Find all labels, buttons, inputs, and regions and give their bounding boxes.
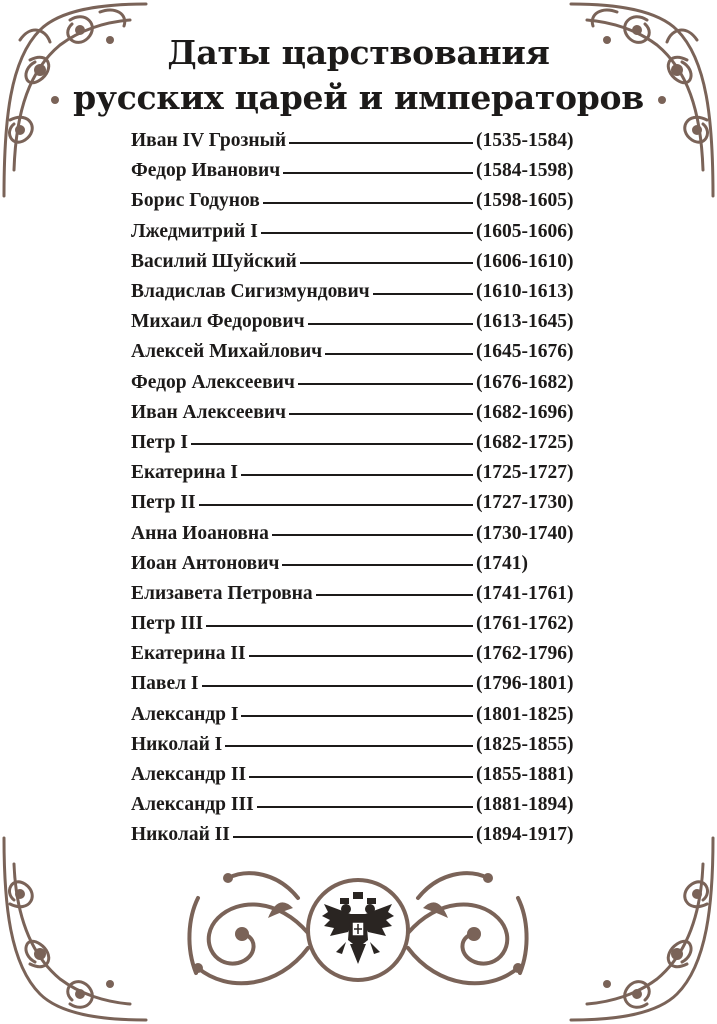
reign-years: (1825-1855): [476, 733, 574, 755]
rulers-list: [131, 126, 591, 851]
list-item: [131, 700, 591, 730]
leader-line: [289, 142, 473, 144]
ruler-name: Анна Иоановна: [131, 522, 269, 544]
list-item: [131, 820, 591, 850]
leader-line: [257, 806, 473, 808]
reign-years: (1535-1584): [476, 130, 574, 152]
list-item: [131, 458, 591, 488]
leader-line: [308, 323, 473, 325]
list-item: [131, 307, 591, 337]
leader-line: [233, 836, 473, 838]
leader-line: [249, 776, 473, 778]
leader-line: [249, 655, 473, 657]
list-item: [131, 156, 591, 186]
list-item: [131, 186, 591, 216]
ruler-name: Петр II: [131, 492, 196, 514]
bottom-right-floral-corner-icon: [567, 834, 717, 1024]
leader-line: [202, 685, 473, 687]
list-item: [131, 247, 591, 277]
ruler-name: Василий Шуйский: [131, 250, 297, 272]
ruler-name: Иоан Антонович: [131, 552, 280, 574]
list-item: [131, 579, 591, 609]
reign-years: (1762-1796): [476, 643, 574, 665]
reign-years: (1598-1605): [476, 190, 574, 212]
reign-years: (1676-1682): [476, 371, 574, 393]
page-title: [0, 30, 717, 120]
reign-years: (1610-1613): [476, 281, 574, 303]
ruler-name: Иван Алексеевич: [131, 401, 286, 423]
ruler-name: Алексей Михайлович: [131, 341, 323, 363]
list-item: [131, 549, 591, 579]
leader-line: [241, 474, 473, 476]
list-item: [131, 609, 591, 639]
list-item: [131, 337, 591, 367]
list-item: [131, 488, 591, 518]
reign-years: (1682-1725): [476, 431, 574, 453]
reign-years: (1855-1881): [476, 764, 574, 786]
ruler-name: Петр III: [131, 613, 204, 635]
reign-years: (1761-1762): [476, 613, 574, 635]
ruler-name: Николай I: [131, 733, 223, 755]
leader-line: [263, 202, 473, 204]
ruler-name: Федор Алексеевич: [131, 371, 295, 393]
leader-line: [325, 353, 473, 355]
ruler-name: Павел I: [131, 673, 199, 695]
ruler-name: Николай II: [131, 824, 230, 846]
ruler-name: Екатерина I: [131, 462, 238, 484]
leader-line: [316, 594, 473, 596]
reign-years: (1801-1825): [476, 703, 574, 725]
list-item: [131, 428, 591, 458]
leader-line: [206, 625, 473, 627]
list-item: [131, 126, 591, 156]
leader-line: [225, 745, 473, 747]
leader-line: [261, 232, 473, 234]
reign-years: (1741): [476, 552, 528, 574]
leader-line: [283, 172, 473, 174]
ruler-name: Екатерина II: [131, 643, 246, 665]
reign-years: (1796-1801): [476, 673, 574, 695]
ruler-name: Александр I: [131, 703, 239, 725]
reign-years: (1730-1740): [476, 522, 574, 544]
list-item: [131, 790, 591, 820]
list-item: [131, 669, 591, 699]
reign-years: (1605-1606): [476, 220, 574, 242]
list-item: [131, 368, 591, 398]
ruler-name: Борис Годунов: [131, 190, 260, 212]
ruler-name: Федор Иванович: [131, 160, 281, 182]
reign-years: (1645-1676): [476, 341, 574, 363]
title-line-1: Даты царствования: [167, 33, 550, 72]
reign-years: (1741-1761): [476, 582, 574, 604]
list-item: [131, 730, 591, 760]
list-item: [131, 760, 591, 790]
ruler-name: Иван IV Грозный: [131, 130, 287, 152]
list-item: [131, 518, 591, 548]
title-line-2: русских царей и императоров: [73, 78, 644, 117]
reign-years: (1606-1610): [476, 250, 574, 272]
double-headed-eagle-icon: [318, 890, 398, 970]
bottom-left-floral-corner-icon: [0, 834, 150, 1024]
leader-line: [373, 293, 473, 295]
list-item: [131, 398, 591, 428]
reign-years: (1881-1894): [476, 794, 574, 816]
leader-line: [191, 443, 473, 445]
ruler-name: Петр I: [131, 431, 188, 453]
list-item: [131, 217, 591, 247]
ruler-name: Александр III: [131, 794, 254, 816]
reign-years: (1727-1730): [476, 492, 574, 514]
reign-years: (1584-1598): [476, 160, 574, 182]
ruler-name: Елизавета Петровна: [131, 582, 313, 604]
ruler-name: Владислав Сигизмундович: [131, 281, 370, 303]
ruler-name: Александр II: [131, 764, 247, 786]
leader-line: [241, 715, 473, 717]
leader-line: [282, 564, 473, 566]
ruler-name: Лжедмитрий I: [131, 220, 258, 242]
leader-line: [300, 262, 473, 264]
reign-years: (1894-1917): [476, 824, 574, 846]
leader-line: [272, 534, 473, 536]
ruler-name: Михаил Федорович: [131, 311, 305, 333]
list-item: [131, 277, 591, 307]
reign-years: (1725-1727): [476, 462, 574, 484]
leader-line: [298, 383, 473, 385]
leader-line: [289, 413, 473, 415]
leader-line: [199, 504, 473, 506]
reign-years: (1613-1645): [476, 311, 574, 333]
list-item: [131, 639, 591, 669]
reign-years: (1682-1696): [476, 401, 574, 423]
